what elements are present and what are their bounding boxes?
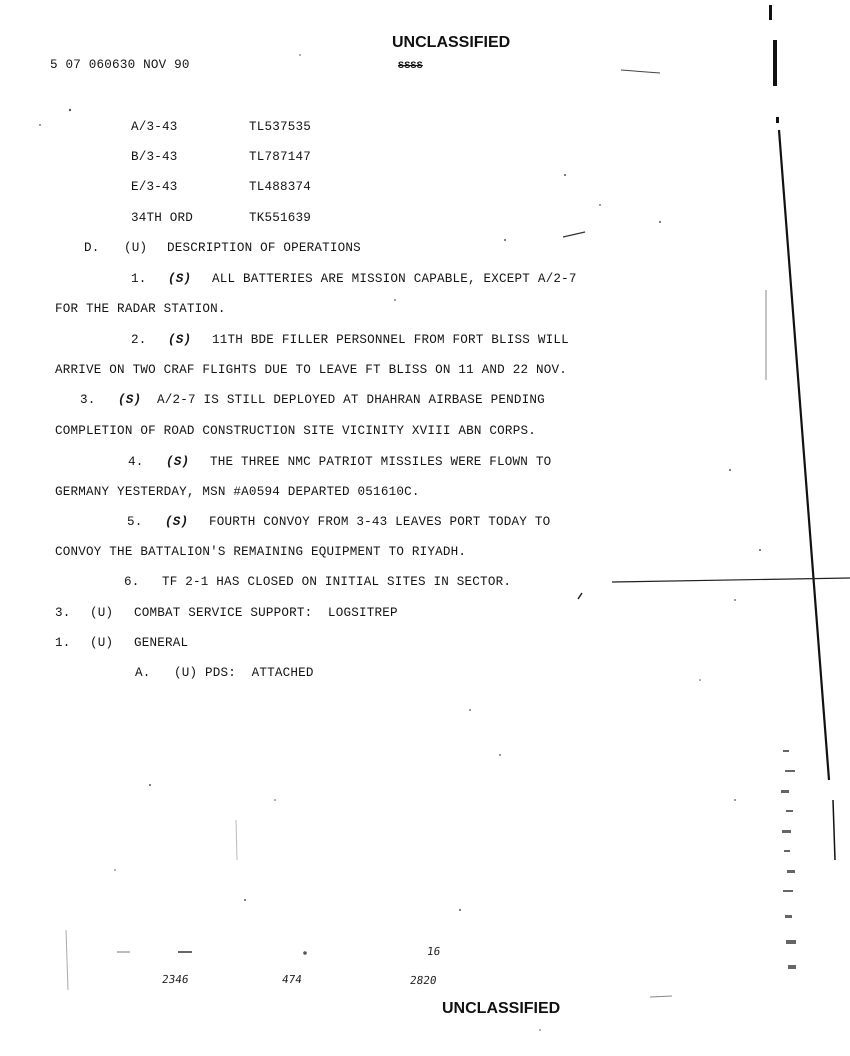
footer-number: 2346	[161, 973, 190, 986]
item-text: (U) PDS: ATTACHED	[174, 666, 314, 680]
section-title: COMBAT SERVICE SUPPORT: LOGSITREP	[134, 606, 398, 620]
scan-squiggle	[621, 70, 660, 73]
paragraph-line: ARRIVE ON TWO CRAF FLIGHTS DUE TO LEAVE FT BLISS ON 11 AND 22 NOV.	[55, 363, 567, 377]
scan-tick	[578, 593, 582, 599]
scan-squiggle	[563, 232, 585, 237]
page-number: 16	[426, 945, 442, 958]
paragraph-line: ALL BATTERIES ARE MISSION CAPABLE, EXCEPT A/2-7	[212, 272, 577, 286]
section-title: GENERAL	[134, 636, 189, 650]
scan-noise-column	[781, 750, 796, 969]
scan-diagonal-line	[779, 130, 829, 780]
classification-marking: (S)	[168, 272, 192, 286]
classification-marking: (S)	[165, 515, 189, 529]
scan-edge-line	[833, 800, 835, 860]
grid-coordinate: TL537535	[249, 120, 312, 134]
classification-marking: (S)	[118, 393, 142, 407]
section-label: 1.	[55, 636, 71, 650]
grid-coordinate: TK551639	[249, 211, 312, 225]
scan-faint-line	[66, 930, 68, 990]
paragraph-line: FOURTH CONVOY FROM 3-43 LEAVES PORT TODAY TO	[209, 515, 551, 529]
classification-top: UNCLASSIFIED	[392, 34, 511, 51]
footer-number: 474	[281, 973, 303, 986]
section-marking: (U)	[90, 606, 114, 620]
scan-specks	[39, 54, 761, 1031]
classification-marking: (S)	[166, 455, 190, 469]
item-label: A.	[135, 666, 151, 680]
unit-name: A/3-43	[131, 120, 178, 134]
paragraph-line: CONVOY THE BATTALION'S REMAINING EQUIPMENT TO RIYADH.	[55, 545, 467, 559]
section-marking: (U)	[124, 241, 148, 255]
section-label: 3.	[55, 606, 71, 620]
section-label: D.	[84, 241, 100, 255]
scan-faint-line	[236, 820, 237, 860]
struck-classification: SSSS	[398, 61, 423, 72]
paragraph-number: 4.	[128, 455, 144, 469]
paragraph-number: 1.	[131, 272, 147, 286]
grid-coordinate: TL787147	[249, 150, 312, 164]
section-marking: (U)	[90, 636, 114, 650]
paragraph-line: COMPLETION OF ROAD CONSTRUCTION SITE VICINITY XVIII ABN CORPS.	[55, 424, 536, 438]
unit-name: 34TH ORD	[131, 211, 194, 225]
unit-name: B/3-43	[131, 150, 178, 164]
scan-dash	[650, 996, 672, 997]
unit-name: E/3-43	[131, 180, 178, 194]
paragraph-number: 6.	[124, 575, 140, 589]
paragraph-number: 5.	[127, 515, 143, 529]
paragraph-line: 11TH BDE FILLER PERSONNEL FROM FORT BLISS WILL	[212, 333, 569, 347]
message-header: 5 07 060630 NOV 90	[50, 58, 190, 72]
paragraph-number: 2.	[131, 333, 147, 347]
classification-marking: (S)	[168, 333, 192, 347]
paragraph-line: A/2-7 IS STILL DEPLOYED AT DHAHRAN AIRBASE PENDING	[157, 393, 545, 407]
paragraph-line: TF 2-1 HAS CLOSED ON INITIAL SITES IN SECTOR.	[162, 575, 512, 589]
section-title: DESCRIPTION OF OPERATIONS	[167, 241, 361, 255]
grid-coordinate: TL488374	[249, 180, 312, 194]
paragraph-line: FOR THE RADAR STATION.	[55, 302, 226, 316]
footer-number: 2820	[409, 974, 438, 987]
paragraph-line: GERMANY YESTERDAY, MSN #A0594 DEPARTED 051610C.	[55, 485, 420, 499]
paragraph-line: THE THREE NMC PATRIOT MISSILES WERE FLOWN TO	[210, 455, 552, 469]
classification-bottom: UNCLASSIFIED	[442, 1000, 561, 1017]
paragraph-number: 3.	[80, 393, 96, 407]
